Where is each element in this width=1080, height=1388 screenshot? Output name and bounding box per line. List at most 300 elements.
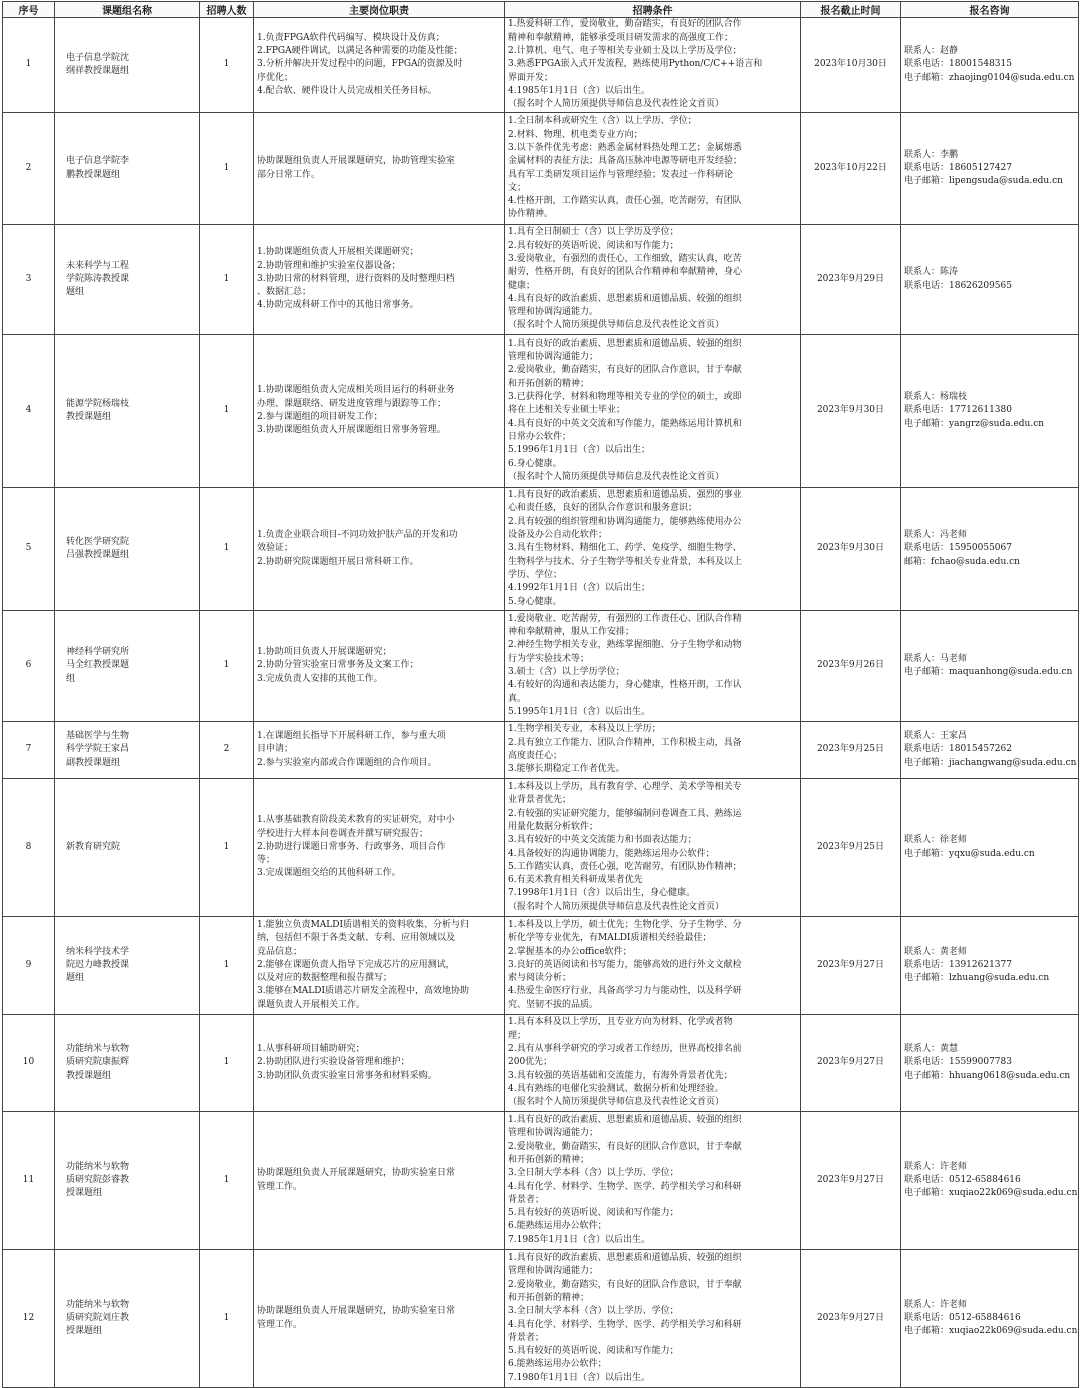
duties-cell	[254, 225, 505, 335]
contact-line: 联系电话：0512-65884616	[904, 1312, 1021, 1323]
hire-count: 1	[200, 917, 254, 1015]
hire-count: 2	[200, 722, 254, 779]
requirement-line: 6.能熟练运用办公软件；	[508, 1221, 607, 1232]
requirement-line: 析化学等专业优先，有MALDI质谱相关经验最佳；	[508, 933, 712, 944]
row-number: 2	[3, 113, 55, 225]
group-name-line: 组	[66, 673, 76, 684]
contact-line: 电子邮箱：maquanhong@suda.edu.cn	[904, 667, 1073, 677]
requirements-cell	[505, 1112, 801, 1250]
requirement-line: 7.1985年1月1日（含）以后出生。	[508, 1234, 650, 1245]
requirement-line: 3.具有生物材料、精细化工、药学、免疫学、细胞生物学、	[508, 543, 742, 554]
requirement-line: 和开拓创新的精神；	[508, 1154, 590, 1165]
group-name-line: 马全红教授课题	[66, 660, 130, 671]
requirement-line: （报名时个人简历须提供导师信息及代表性论文首页）	[508, 471, 725, 482]
contact-cell	[901, 779, 1079, 917]
duty-line: 纳，包括但不限于各类文献、专利、应用领域以及	[257, 933, 456, 944]
duty-line: 序优化；	[257, 72, 294, 83]
duty-line: 2.协助分管实验室日常事务及文案工作；	[257, 660, 419, 671]
duty-line: 2.协助进行课题日常事务、行政事务、项目合作	[257, 841, 446, 852]
row-number: 12	[3, 1250, 55, 1388]
duty-line: 1.负责FPGA软件代码编写、模块设计及仿真；	[257, 32, 445, 43]
requirement-line: 1.全日制本科或研究生（含）以上学历、学位；	[508, 116, 697, 127]
requirement-line: 究、坚韧不拔的品质。	[508, 999, 599, 1010]
group-name-line: 功能纳米与软物	[66, 1044, 130, 1055]
requirement-line: 3.硕士（含）以上学历学位；	[508, 667, 625, 677]
duty-line: 协助课题组负责人开展课题研究，协助实验室日常	[257, 1168, 456, 1179]
requirement-line: （报名时个人简历须提供导师信息及代表性论文首页）	[508, 1097, 725, 1108]
duty-line: 3.完成负责人安排的其他工作。	[257, 673, 383, 684]
duty-line: 、数据汇总；	[257, 287, 312, 298]
requirement-line: 2.掌握基本的办公office软件；	[508, 946, 632, 957]
row-number: 3	[3, 225, 55, 335]
contact-line: 联系电话：15950055067	[904, 543, 1012, 554]
group-name-line: 基础医学与生物	[66, 731, 130, 742]
requirement-line: 神和奉献精神，服从工作安排；	[508, 627, 635, 638]
contact-line: 电子邮箱：hhuang0618@suda.edu.cn	[904, 1070, 1071, 1081]
requirement-line: 1.热爱科研工作，爱岗敬业，勤奋踏实，有良好的团队合作	[508, 19, 742, 30]
table-row	[3, 225, 1079, 335]
contact-line: 联系电话：18605127427	[904, 162, 1012, 173]
duty-line: 3.分析并解决开发过程中的问题，FPGA的资源及时	[257, 59, 463, 70]
requirement-line: 5.1995年1月1日（含）以后出生。	[508, 706, 650, 717]
requirement-line: 4.具备较好的沟通协调能力，能熟练运用办公软件；	[508, 848, 715, 859]
requirement-line: 1.具有良好的政治素质、思想素质和道德品质、较强的组织	[508, 1115, 742, 1126]
duties-cell	[254, 611, 505, 722]
requirement-line: 5.身心健康。	[508, 596, 562, 607]
table-row	[3, 917, 1079, 1015]
requirement-line: 2.具有从事科学研究的学习或者工作经历，世界高校排名前	[508, 1044, 742, 1055]
requirements-cell	[505, 611, 801, 722]
requirement-line: 1.具有良好的政治素质、思想素质和道德品质、较强的组织	[508, 1253, 742, 1264]
duty-line: 等；	[257, 855, 276, 866]
group-name-cell	[55, 611, 200, 722]
requirements-cell	[505, 18, 801, 113]
contact-cell	[901, 1015, 1079, 1112]
row-number: 5	[3, 488, 55, 611]
contact-line: 联系人：马老师	[904, 653, 968, 664]
group-name-line: 电子信息学院沈	[66, 52, 130, 63]
contact-line: 联系人：王家昌	[904, 731, 968, 742]
requirement-line: 1.具有本科及以上学历，且专业方向为材料、化学或者物	[508, 1017, 733, 1028]
duty-line: 4.协助完成科研工作中的其他日常事务。	[257, 300, 419, 311]
requirement-line: 6.身心健康。	[508, 458, 562, 469]
duty-line: 2.参与实验室内部或合作课题组的合作项目。	[257, 757, 437, 768]
requirement-line: 学历、学位；	[508, 569, 563, 580]
group-name-line: 教授课题组	[66, 1070, 112, 1081]
requirement-line: 和开拓创新的精神；	[508, 378, 590, 389]
hire-count: 1	[200, 225, 254, 335]
contact-line: 电子邮箱：lzhuang@suda.edu.cn	[904, 973, 1050, 984]
requirement-line: 200优先；	[508, 1057, 553, 1068]
requirement-line: 3.爱岗敬业，有强烈的责任心，工作细致，踏实认真，吃苦	[508, 253, 742, 264]
group-name-line: 功能纳米与软物	[66, 1161, 130, 1172]
hire-count: 1	[200, 1112, 254, 1250]
duty-line: 2.参与课题组的项目研发工作；	[257, 412, 383, 422]
requirement-line: 具有军工类研发项目运作与管理经验；发表过一作科研论	[508, 169, 734, 180]
requirement-line: （报名时个人简历须提供导师信息及代表性论文首页）	[508, 901, 725, 912]
duty-line: 以及对应的数据整理和报告撰写；	[257, 973, 393, 984]
requirement-line: 背景者；	[508, 1332, 545, 1343]
requirement-line: 1.具有良好的政治素质、思想素质和道德品质、较强的组织	[508, 338, 742, 349]
group-name-line: 纳米科学技术学	[66, 946, 130, 957]
duties-cell	[254, 722, 505, 779]
requirement-line: 2.具有较强的组织管理和协调沟通能力，能够熟练使用办公	[508, 516, 742, 527]
requirement-line: 2.神经生物学相关专业，熟练掌握细胞、分子生物学和动物	[508, 640, 742, 651]
requirement-line: 1.具有全日制硕士（含）以上学历及学位；	[508, 227, 679, 238]
group-name-line: 副教授课题组	[66, 757, 121, 768]
requirement-line: 3.已获得化学、材料和物理等相关专业的学位的硕士，或即	[508, 392, 742, 403]
group-name-cell	[55, 488, 200, 611]
hire-count: 1	[200, 1250, 254, 1388]
requirement-line: 3.具有较好的中英文交流能力和书面表达能力；	[508, 835, 697, 846]
contact-line: 电子邮箱：yangrz@suda.edu.cn	[904, 418, 1045, 429]
requirement-line: （报名时个人简历须提供导师信息及代表性论文首页）	[508, 99, 725, 110]
header-count: 招聘人数	[200, 2, 254, 18]
group-name-line: 质研究院刘庄教	[66, 1312, 130, 1323]
requirement-line: 设备及办公自动化软件；	[508, 530, 608, 541]
table-row	[3, 335, 1079, 488]
header-deadline: 报名截止时间	[801, 2, 901, 18]
requirement-line: 心和责任感，良好的团队合作意识和服务意识；	[508, 503, 698, 514]
header-contact: 报名咨询	[901, 2, 1079, 18]
requirement-line: 健康；	[508, 280, 536, 291]
requirement-line: 3.熟悉FPGA嵌入式开发流程，熟练使用Python/C/C++语言和	[508, 59, 763, 70]
requirement-line: 4.热爱生命医疗行业，具备高学习力与能动性，以及科学研	[508, 986, 742, 997]
duties-cell	[254, 779, 505, 917]
group-name-cell	[55, 1112, 200, 1250]
requirement-line: 5.具有较好的英语听说、阅读和写作能力；	[508, 1208, 679, 1219]
requirements-cell	[505, 225, 801, 335]
table-row	[3, 113, 1079, 225]
duty-line: 办理、课题联络、研发进度管理与跟踪等工作；	[257, 398, 447, 409]
duty-line: 2.FPGA硬件调试，以满足各种需要的功能及性能；	[257, 46, 463, 57]
requirement-line: 高度责任心；	[508, 751, 563, 761]
contact-cell	[901, 917, 1079, 1015]
requirement-line: 和开拓创新的精神；	[508, 1292, 590, 1303]
row-number: 1	[3, 18, 55, 113]
table-row	[3, 488, 1079, 611]
requirement-line: 管理和协调沟通能力；	[508, 1128, 599, 1139]
table-body	[3, 18, 1079, 1388]
group-name-line: 质研究院彭睿教	[66, 1174, 130, 1185]
group-name-line: 吕强教授课题组	[66, 550, 130, 560]
duty-line: 1.能独立负责MALDI质谱相关的资料收集、分析与归	[257, 919, 470, 930]
requirement-line: 生物科学与技术、分子生物学等相关专业背景，本科及以上	[508, 556, 743, 567]
contact-line: 联系人：赵静	[904, 46, 959, 57]
requirement-line: 将在上述相关专业硕士毕业；	[508, 405, 626, 416]
contact-cell	[901, 611, 1079, 722]
requirement-line: 1.本科及以上学历，具有教育学、心理学、美术学等相关专	[508, 782, 742, 793]
duty-line: 目申请；	[257, 744, 294, 755]
row-number: 9	[3, 917, 55, 1015]
duties-cell	[254, 1112, 505, 1250]
requirement-line: 1.本科及以上学历，硕士优先；生物化学、分子生物学、分	[508, 919, 742, 930]
requirement-line: 1.生物学相关专业，本科及以上学历；	[508, 724, 661, 735]
requirement-line: 1.爱岗敬业、吃苦耐劳，有强烈的工作责任心、团队合作精	[508, 613, 742, 624]
requirement-line: 3.全日制大学本科（含）以上学历、学位；	[508, 1168, 679, 1179]
group-name-line: 未来科学与工程	[66, 260, 130, 271]
table-row	[3, 722, 1079, 779]
contact-line: 联系人：许老师	[904, 1299, 968, 1310]
group-name-line: 质研究院康振辉	[66, 1057, 130, 1068]
duty-line: 3.能够在MALDI质谱芯片研发全流程中，高效地协助	[257, 986, 470, 997]
duty-line: 协助课题组负责人开展课题研究，协助管理实验室	[257, 156, 456, 167]
requirement-line: 真。	[508, 693, 527, 704]
deadline-cell: 2023年9月30日	[801, 335, 901, 488]
requirement-line: 3.具有较强的英语基础和交流能力，有海外背景者优先；	[508, 1070, 733, 1081]
table-row	[3, 611, 1079, 722]
requirement-line: 2.有较强的实证研究能力，能够编制问卷调查工具、熟练运	[508, 808, 742, 819]
header-duties: 主要岗位职责	[254, 2, 505, 18]
contact-cell	[901, 335, 1079, 488]
header-group: 课题组名称	[55, 2, 200, 18]
group-name-line: 神经科学研究所	[66, 647, 130, 658]
contact-line: 联系人：杨瑞枝	[904, 392, 968, 403]
requirement-line: 6.有美术教育相关科研成果者优先	[508, 875, 643, 886]
group-name-line: 能源学院杨瑞枝	[66, 398, 130, 409]
duty-line: 效验证；	[257, 543, 294, 554]
requirements-cell	[505, 113, 801, 225]
requirement-line: 5.1996年1月1日（含）以后出生；	[508, 445, 650, 456]
duty-line: 1.协助课题组负责人开展相关课题研究；	[257, 247, 419, 258]
contact-cell	[901, 722, 1079, 779]
contact-line: 联系电话：15599007783	[904, 1057, 1012, 1068]
requirement-line: 4.具有熟练的电催化实验测试、数据分析和处理经验。	[508, 1083, 724, 1094]
table-row	[3, 1250, 1079, 1388]
hire-count: 1	[200, 779, 254, 917]
requirement-line: 4.具有化学、材料学、生物学、医学、药学相关学习和科研	[508, 1181, 742, 1192]
requirement-line: 3.以下条件优先考虑：熟悉金属材料热处理工艺；金属熔悉	[508, 142, 742, 153]
deadline-cell: 2023年9月27日	[801, 1112, 901, 1250]
duty-line: 1.协助课题组负责人完成相关项目运行的科研业务	[257, 385, 455, 396]
requirement-line: 2.爱岗敬业，勤奋踏实，有良好的团队合作意识，甘于奉献	[508, 1279, 742, 1290]
duty-line: 4.配合软、硬件设计人员完成相关任务目标。	[257, 85, 437, 96]
duty-line: 2.协助管理和维护实验室仪器设备；	[257, 260, 401, 271]
requirement-line: 4.有较好的沟通和表达能力，身心健康，性格开朗，工作认	[508, 680, 742, 691]
requirement-line: 业背景者优先；	[508, 795, 572, 806]
duty-line: 1.在课题组长指导下开展科研工作，参与重大项	[257, 731, 446, 742]
duty-line: 协助课题组负责人开展课题研究，协助实验室日常	[257, 1306, 456, 1317]
header-no: 序号	[3, 2, 55, 18]
duty-line: 3.协助日常的材料管理，进行资料的及时整理归档	[257, 273, 455, 284]
recruitment-table	[2, 1, 1079, 1388]
requirements-cell	[505, 335, 801, 488]
duties-cell	[254, 1250, 505, 1388]
duty-line: 1.负责企业联合项目-不同功效护肤产品的开发和功	[257, 530, 458, 541]
group-name-line: 鹏教授课题组	[66, 169, 121, 180]
row-number: 4	[3, 335, 55, 488]
group-name-line: 纲祥教授课题组	[66, 66, 130, 76]
duty-line: 3.完成课题组交给的其他科研工作。	[257, 868, 401, 879]
deadline-cell: 2023年10月30日	[801, 18, 901, 113]
requirement-line: （报名时个人简历须提供导师信息及代表性论文首页）	[508, 320, 725, 331]
duty-line: 3.协助课题组负责人开展课题组日常事务管理。	[257, 425, 446, 436]
group-name-cell	[55, 113, 200, 225]
contact-line: 联系人：陈涛	[904, 267, 959, 278]
group-name-line: 题组	[66, 287, 85, 298]
contact-line: 电子邮箱：jiachangwang@suda.edu.cn	[904, 757, 1077, 768]
contact-line: 邮箱：fchao@suda.edu.cn	[904, 556, 1020, 567]
requirements-cell	[505, 1250, 801, 1388]
duty-line: 1.从事科研项目辅助研究；	[257, 1044, 365, 1055]
deadline-cell: 2023年9月27日	[801, 917, 901, 1015]
group-name-line: 题组	[66, 973, 85, 984]
group-name-line: 授课题组	[66, 1326, 103, 1337]
requirement-line: 2.具有较好的英语听说、阅读和写作能力；	[508, 240, 679, 251]
deadline-cell: 2023年9月25日	[801, 779, 901, 917]
contact-cell	[901, 1250, 1079, 1388]
requirement-line: 2.材料、物理、机电类专业方向；	[508, 129, 643, 140]
row-number: 10	[3, 1015, 55, 1112]
deadline-cell: 2023年9月26日	[801, 611, 901, 722]
duty-line: 2.协助团队进行实验设备管理和维护；	[257, 1057, 410, 1068]
requirement-line: 2.计算机、电气、电子等相关专业硕士及以上学历及学位；	[508, 46, 742, 57]
contact-line: 联系人：黄老师	[904, 946, 968, 957]
hire-count: 1	[200, 1015, 254, 1112]
contact-line: 联系电话：18015457262	[904, 744, 1012, 755]
contact-line: 电子邮箱：xuqiao22k069@suda.edu.cn	[904, 1188, 1078, 1199]
requirement-line: 背景者；	[508, 1194, 545, 1205]
contact-line: 联系人：黄慧	[904, 1044, 959, 1055]
group-name-line: 授课题组	[66, 1188, 103, 1199]
contact-cell	[901, 488, 1079, 611]
requirement-line: 3.良好的英语阅读和书写能力，能够高效的进行外文文献检	[508, 959, 742, 970]
requirement-line: 4.性格开朗，工作踏实认真，责任心强，吃苦耐劳，有团队	[508, 196, 742, 207]
contact-cell	[901, 113, 1079, 225]
requirement-line: 用量化数据分析软件；	[508, 821, 599, 832]
duty-line: 部分日常工作。	[257, 169, 321, 180]
contact-line: 电子邮箱：lipengsuda@suda.edu.cn	[904, 176, 1063, 187]
group-name-cell	[55, 779, 200, 917]
group-name-cell	[55, 225, 200, 335]
requirement-line: 理；	[508, 1030, 527, 1041]
requirement-line: 4.具有化学、材料学、生物学、医学、药学相关学习和科研	[508, 1319, 742, 1330]
requirements-cell	[505, 1015, 801, 1112]
group-name-cell	[55, 18, 200, 113]
requirement-line: 管理和协调沟通能力。	[508, 307, 599, 318]
duty-line: 3.协助团队负责实验室日常事务和材料采购。	[257, 1070, 437, 1081]
contact-line: 电子邮箱：yqxu@suda.edu.cn	[904, 848, 1035, 859]
contact-line: 联系电话：18001548315	[904, 59, 1012, 70]
group-name-line: 学院陈涛教授课	[66, 273, 130, 284]
requirement-line: 5.具有较好的英语听说、阅读和写作能力；	[508, 1346, 679, 1357]
group-name-cell	[55, 1015, 200, 1112]
duties-cell	[254, 917, 505, 1015]
contact-line: 联系电话：17712611380	[904, 405, 1012, 416]
requirement-line: 1.具有良好的政治素质、思想素质和道德品质、强烈的事业	[508, 490, 742, 501]
deadline-cell: 2023年9月25日	[801, 722, 901, 779]
row-number: 11	[3, 1112, 55, 1250]
requirement-line: 4.具有良好的中英文交流和写作能力，能熟练运用计算机和	[508, 418, 742, 429]
requirement-line: 2.具有独立工作能力、团队合作精神，工作积极主动，具备	[508, 737, 742, 748]
deadline-cell: 2023年9月29日	[801, 225, 901, 335]
requirement-line: 日常办公软件；	[508, 431, 572, 442]
deadline-cell: 2023年9月30日	[801, 488, 901, 611]
contact-line: 联系电话：0512-65884616	[904, 1174, 1021, 1185]
duty-line: 竞品信息；	[257, 946, 303, 957]
row-number: 8	[3, 779, 55, 917]
duty-line: 管理工作。	[257, 1181, 303, 1192]
requirement-line: 金属材料的表征方法；具备高压脉冲电源等研电开发经验；	[508, 156, 743, 167]
duty-line: 2.能够在课题负责人指导下完成芯片的应用测试，	[257, 959, 455, 970]
contact-cell	[901, 18, 1079, 113]
table-row	[3, 1015, 1079, 1112]
contact-cell	[901, 225, 1079, 335]
group-name-cell	[55, 722, 200, 779]
hire-count: 1	[200, 611, 254, 722]
requirement-line: 行为学实验技术等；	[508, 653, 590, 664]
contact-line: 联系人：许老师	[904, 1161, 968, 1172]
group-name-cell	[55, 335, 200, 488]
table-row	[3, 1112, 1079, 1250]
requirement-line: 6.能熟练运用办公软件；	[508, 1359, 607, 1370]
duties-cell	[254, 488, 505, 611]
requirement-line: 2.爱岗敬业，勤奋踏实，有良好的团队合作意识，甘于奉献	[508, 365, 742, 376]
contact-line: 联系电话：18626209565	[904, 280, 1012, 291]
requirement-line: 耐劳，性格开朗，有良好的团队合作精神和奉献精神，身心	[508, 267, 743, 278]
requirement-line: 7.1980年1月1日（含）以后出生。	[508, 1372, 650, 1383]
group-name-cell	[55, 1250, 200, 1388]
deadline-cell: 2023年9月27日	[801, 1250, 901, 1388]
requirements-cell	[505, 488, 801, 611]
duty-line: 管理工作。	[257, 1319, 303, 1330]
contact-line: 电子邮箱：zhaojing0104@suda.edu.cn	[904, 72, 1075, 83]
deadline-cell: 2023年10月22日	[801, 113, 901, 225]
contact-cell	[901, 1112, 1079, 1250]
table-row	[3, 18, 1079, 113]
header-requirements: 招聘条件	[505, 2, 801, 18]
hire-count: 1	[200, 488, 254, 611]
requirement-line: 协作精神。	[508, 209, 554, 220]
requirement-line: 管理和协调沟通能力；	[508, 352, 599, 363]
hire-count: 1	[200, 113, 254, 225]
group-name-line: 功能纳米与软物	[66, 1299, 130, 1310]
group-name-line: 转化医学研究院	[66, 536, 130, 547]
table-row	[3, 779, 1079, 917]
requirement-line: 3.全日制大学本科（含）以上学历、学位；	[508, 1306, 679, 1317]
duty-line: 1.协助项目负责人开展课题研究；	[257, 647, 392, 658]
requirements-cell	[505, 722, 801, 779]
row-number: 6	[3, 611, 55, 722]
hire-count: 1	[200, 18, 254, 113]
duties-cell	[254, 335, 505, 488]
contact-line: 电子邮箱：xuqiao22k069@suda.edu.cn	[904, 1326, 1078, 1337]
requirement-line: 文；	[508, 182, 527, 193]
requirement-line: 4.1992年1月1日（含）以后出生；	[508, 583, 650, 594]
duties-cell	[254, 18, 505, 113]
duties-cell	[254, 1015, 505, 1112]
duty-line: 2.协助研究院课题组开展日常科研工作。	[257, 556, 419, 567]
group-name-line: 科学学院王家昌	[66, 744, 130, 755]
requirement-line: 界面开发；	[508, 72, 554, 83]
requirement-line: 4.1985年1月1日（含）以后出生。	[508, 85, 650, 96]
requirement-line: 2.爱岗敬业，勤奋踏实，有良好的团队合作意识，甘于奉献	[508, 1141, 742, 1152]
group-name-line: 电子信息学院李	[66, 156, 130, 167]
header-row	[3, 2, 1079, 18]
deadline-cell: 2023年9月27日	[801, 1015, 901, 1112]
requirements-cell	[505, 917, 801, 1015]
requirement-line: 精神和奉献精神，能够承受项目研发需求的高强度工作；	[508, 32, 734, 43]
contact-line: 联系人：徐老师	[904, 835, 968, 846]
requirement-line: 索与阅读分析；	[508, 973, 572, 984]
requirement-line: 管理和协调沟通能力；	[508, 1266, 599, 1277]
duties-cell	[254, 113, 505, 225]
requirement-line: 3.能够长期稳定工作者优先。	[508, 764, 625, 775]
hire-count: 1	[200, 335, 254, 488]
contact-line: 联系电话：13912621377	[904, 959, 1012, 970]
contact-line: 联系人：李鹏	[904, 149, 959, 160]
duty-line: 学校进行大样本问卷调查并撰写研究报告；	[257, 828, 429, 839]
